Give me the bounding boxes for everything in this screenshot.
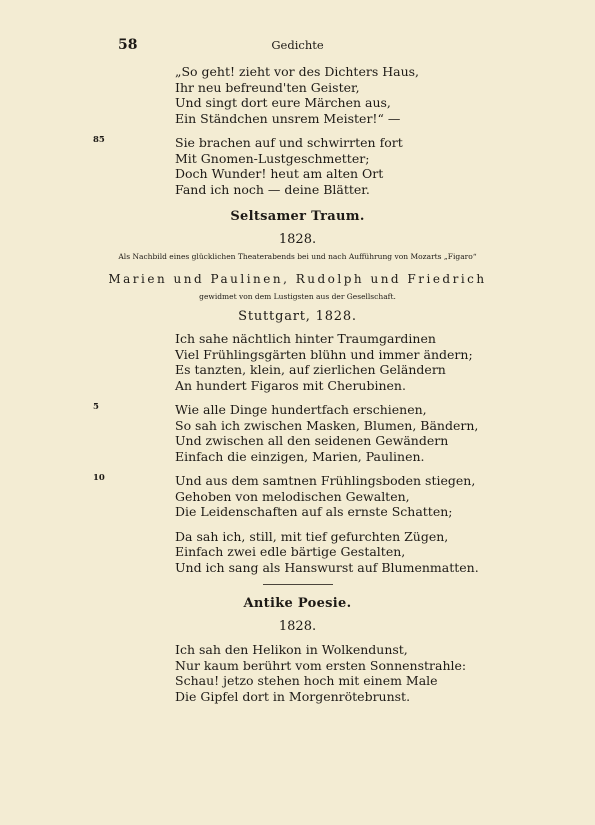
poem-antike-poesie [0, 595, 595, 704]
poem-stanzas [0, 642, 595, 704]
verse-line: So sah ich zwischen Masken, Blumen, Bändern, [175, 417, 479, 433]
poem-year: 1828. [278, 232, 317, 247]
poem-title: Seltsamer Traum. [230, 209, 365, 224]
verse-line: Und aus dem samtnen Frühlingsboden stiegen, [175, 473, 476, 488]
verse-line: Und singt dort eure Märchen aus, [175, 95, 391, 110]
verse-line: Fand ich noch — deine Blätter. [175, 181, 370, 197]
verse-line: Die Leidenschaften auf als ernste Schatten; [175, 504, 453, 519]
line-number: 5 [93, 402, 99, 412]
verse-line: Einfach die einzigen, Marien, Paulinen. [175, 448, 425, 464]
section-divider [263, 584, 333, 585]
verse-line: Und ich sang als Hanswurst auf Blumenmatten. [175, 559, 479, 575]
verse-line: Die Gipfel dort in Morgenrötebrunst. [175, 688, 411, 704]
verse-line: Ein Ständchen unsrem Meister!“ — [175, 110, 401, 126]
poem-title: Antike Poesie. [243, 596, 352, 611]
stanza [175, 529, 595, 576]
page-body [0, 64, 595, 713]
verse-line: Ich sahe nächtlich hinter Traumgardinen [175, 331, 436, 346]
stanza [93, 402, 595, 464]
verse-line: Und zwischen all den seidenen Gewändern [175, 433, 449, 448]
poem-continuation [0, 64, 595, 197]
stanza [175, 331, 595, 393]
verse-line: Schau! jetzo stehen hoch mit einem Male [175, 673, 438, 688]
poem-year: 1828. [278, 619, 317, 634]
verse-line: Nur kaum berührt vom ersten Sonnenstrahle: [175, 657, 467, 673]
verse-line: Da sah ich, still, mit tief gefurchten Zügen, [175, 528, 449, 544]
page-number: 58 [118, 37, 138, 53]
poem-stanzas [0, 331, 595, 575]
place-date: Stuttgart, 1828. [238, 309, 357, 324]
verse-line: Ihr neu befreund'ten Geister, [175, 79, 360, 95]
verse-line: Sie brachen auf und schwirrten fort [175, 135, 403, 150]
verse-line: Mit Gnomen-Lustgeschmetter; [175, 150, 370, 166]
verse-line: Viel Frühlingsgärten blühn und immer ändern; [175, 346, 473, 362]
stanza [93, 135, 595, 197]
stanza [93, 473, 595, 520]
verse-line: Doch Wunder! heut am alten Ort [175, 166, 384, 181]
verse-line: Einfach zwei edle bärtige Gestalten, [175, 544, 406, 559]
page-header [0, 37, 595, 57]
stanza [175, 642, 595, 704]
line-number: 10 [93, 473, 105, 483]
verse-line: Es tanzten, klein, auf zierlichen Geländern [175, 362, 446, 377]
verse-line: Ich sah den Helikon in Wolkendunst, [175, 642, 408, 657]
verse-line: „So geht! zieht vor des Dichters Haus, [175, 64, 420, 79]
verse-line: Wie alle Dinge hundertfach erschienen, [175, 402, 427, 417]
dedication-names: Marien und Paulinen, Rudolph und Friedrich [108, 272, 487, 286]
verse-line: Gehoben von melodischen Gewalten, [175, 488, 410, 504]
stanza [175, 64, 595, 126]
running-head: Gedichte [271, 38, 324, 52]
verse-line: An hundert Figaros mit Cherubinen. [175, 377, 406, 393]
poem-seltsamer-traum [0, 208, 595, 575]
dedication-by: gewidmet von dem Lustigsten aus der Gesellschaft. [199, 292, 396, 301]
line-number: 85 [93, 135, 105, 145]
poem-note: Als Nachbild eines glücklichen Theaterabends bei und nach Aufführung von Mozarts „Figaro“ [118, 252, 477, 261]
